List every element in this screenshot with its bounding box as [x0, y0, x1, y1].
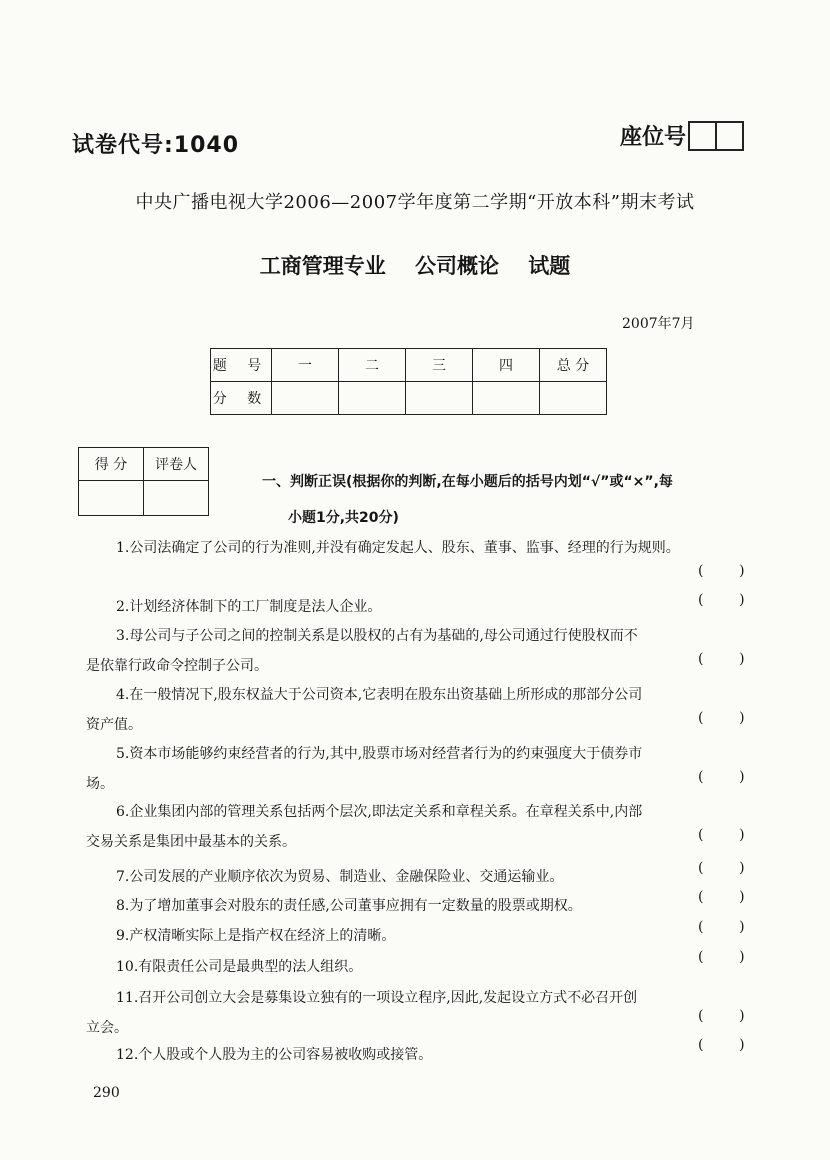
grader-name-cell — [144, 481, 209, 516]
exam-title: 工商管理专业 公司概论 试题 — [259, 254, 571, 278]
university-title: 中央广播电视大学2006—2007学年度第二学期“开放本科”期末考试 — [135, 192, 695, 213]
question-item — [86, 891, 756, 921]
grader-label: 评卷人 — [144, 448, 209, 481]
question-item — [86, 952, 756, 982]
question-text-continued: 是依靠行政命令控制子公司。 — [86, 658, 268, 674]
answer-parentheses: ( ) — [698, 860, 745, 876]
score-entry-cell — [406, 382, 473, 415]
question-text: 5.资本市场能够约束经营者的行为,其中,股票市场对经营者行为的约束强度大于债券市 — [116, 746, 643, 762]
score-table — [210, 348, 607, 415]
score-table-cell: 分 数 — [211, 382, 272, 415]
question-text: 3.母公司与子公司之间的控制关系是以股权的占有为基础的,母公司通过行使股权而不 — [116, 628, 638, 644]
score-table-cell: 三 — [406, 349, 473, 382]
question-text-continued: 交易关系是集团中最基本的关系。 — [86, 834, 296, 850]
seat-label: 座位号 — [620, 125, 687, 150]
score-table-cell: 四 — [473, 349, 540, 382]
question-text: 7.公司发展的产业顺序依次为贸易、制造业、金融保险业、交通运输业。 — [116, 869, 564, 885]
question-item — [86, 1040, 756, 1070]
question-text-continued: 立会。 — [86, 1020, 128, 1036]
score-table-cell: 题 号 — [211, 349, 272, 382]
question-text: 12.个人股或个人股为主的公司容易被收购或接管。 — [116, 1047, 433, 1063]
answer-parentheses: ( ) — [698, 651, 745, 667]
question-text: 4.在一般情况下,股东权益大于公司资本,它表明在股东出资基础上所形成的那部分公司 — [116, 687, 643, 703]
answer-parentheses: ( ) — [698, 949, 745, 965]
question-text-continued: 场。 — [86, 776, 114, 792]
exam-date: 2007年7月 — [622, 316, 695, 332]
score-entry-cell — [339, 382, 406, 415]
seat-number — [620, 120, 744, 151]
question-item — [86, 983, 756, 1043]
question-text: 8.为了增加董事会对股东的责任感,公司董事应拥有一定数量的股票或期权。 — [116, 898, 582, 914]
answer-parentheses: ( ) — [698, 710, 745, 726]
answer-parentheses: ( ) — [698, 827, 745, 843]
score-table-cell: 二 — [339, 349, 406, 382]
question-item — [86, 862, 756, 892]
score-entry-cell — [473, 382, 540, 415]
grader-table-entry-row — [79, 481, 209, 516]
score-table-header-row — [211, 349, 607, 382]
section-heading-line1: 一、判断正误(根据你的判断,在每小题后的括号内划“√”或“×”,每 — [262, 474, 673, 490]
question-text: 2.计划经济体制下的工厂制度是法人企业。 — [116, 599, 382, 615]
answer-parentheses: ( ) — [698, 1037, 745, 1053]
question-text-continued: 资产值。 — [86, 717, 142, 733]
score-table-score-row — [211, 382, 607, 415]
page-number: 290 — [93, 1085, 120, 1101]
question-item — [86, 592, 756, 622]
seat-number-boxes — [688, 121, 744, 151]
answer-parentheses: ( ) — [698, 1008, 745, 1024]
grader-table-header-row — [79, 448, 209, 481]
question-item — [86, 797, 756, 857]
paper-code: 试卷代号:1040 — [72, 133, 240, 158]
question-item — [86, 533, 756, 563]
answer-parentheses: ( ) — [698, 592, 745, 608]
question-item — [86, 621, 756, 681]
question-text: 1.公司法确定了公司的行为准则,并没有确定发起人、股东、董事、监事、经理的行为规则。 — [116, 540, 680, 556]
score-entry-cell — [272, 382, 339, 415]
section-heading-line2: 小题1分,共20分) — [288, 510, 399, 526]
score-entry-cell — [540, 382, 607, 415]
score-table-cell: 一 — [272, 349, 339, 382]
answer-parentheses: ( ) — [698, 769, 745, 785]
question-text: 9.产权清晰实际上是指产权在经济上的清晰。 — [116, 928, 396, 944]
question-item — [86, 680, 756, 740]
answer-parentheses: ( ) — [698, 889, 745, 905]
question-item — [86, 921, 756, 951]
answer-parentheses: ( ) — [698, 563, 745, 579]
question-text: 6.企业集团内部的管理关系包括两个层次,即法定关系和章程关系。在章程关系中,内部 — [116, 804, 643, 820]
answer-parentheses: ( ) — [698, 919, 745, 935]
section-heading — [262, 464, 762, 536]
grader-table — [78, 447, 209, 516]
grader-score-cell — [79, 481, 144, 516]
question-item — [86, 739, 756, 799]
grader-score-label: 得 分 — [79, 448, 144, 481]
question-text: 10.有限责任公司是最典型的法人组织。 — [116, 959, 363, 975]
question-text: 11.召开公司创立大会是募集设立独有的一项设立程序,因此,发起设立方式不必召开创 — [116, 990, 638, 1006]
score-table-cell: 总 分 — [540, 349, 607, 382]
